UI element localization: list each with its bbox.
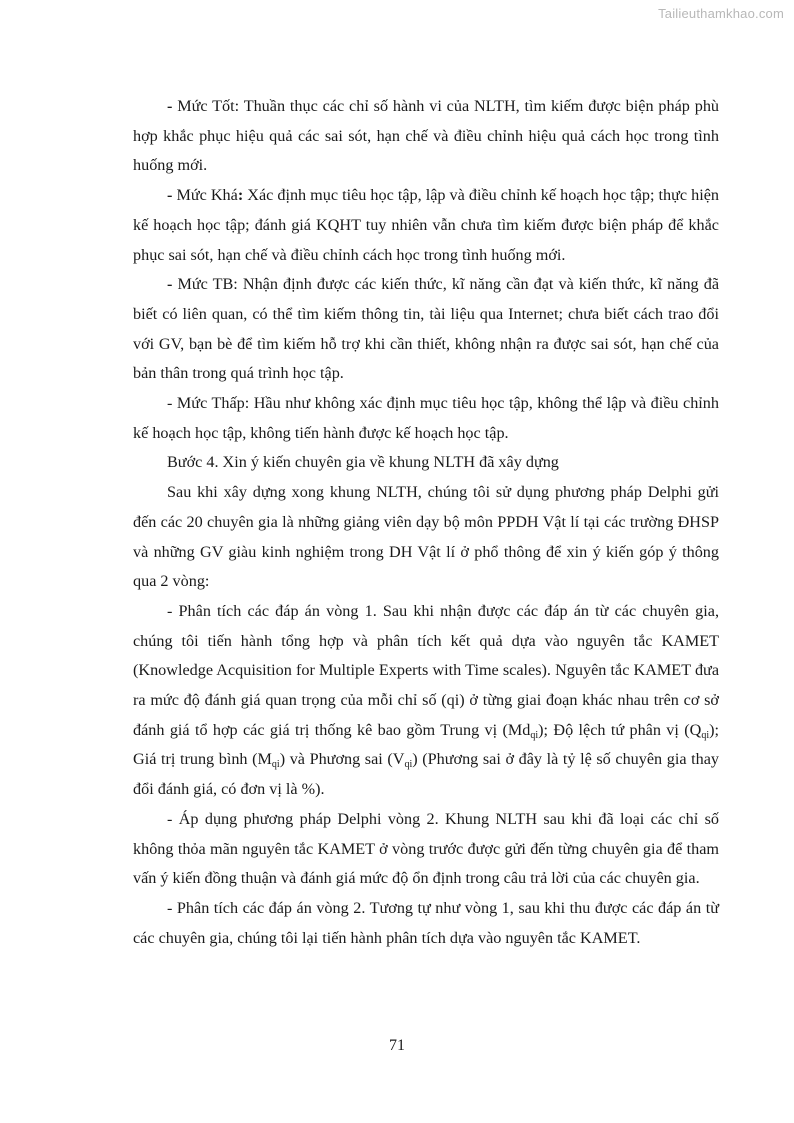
text-run: ); Độ lệch tứ phân vị (Q — [538, 720, 702, 739]
subscript: qi — [271, 759, 280, 771]
paragraph-delphi-intro: Sau khi xây dựng xong khung NLTH, chúng tôi sử dụng phương pháp Delphi gửi đến các 20 chuyên gia là những giảng viên dạy bộ môn PPDH Vật lí tại các trường ĐHSP và những GV giàu kinh nghiệm trong DH Vật lí ở phổ thông để xin ý kiến góp ý thông qua 2 vòng: — [133, 483, 719, 591]
level-label: Mức Khá — [176, 186, 238, 205]
subscript: qi — [701, 729, 710, 741]
subscript: qi — [530, 729, 539, 741]
paragraph-muc-tot — [133, 92, 719, 181]
dash-bullet: - — [167, 97, 178, 115]
watermark: Tailieuthamkhao.com — [658, 6, 784, 21]
step-4-heading: Bước 4. Xin ý kiến chuyên gia về khung NLTH đã xây dựng — [167, 453, 559, 472]
paragraph-text: Mức TB: Nhận định được các kiến thức, kĩ năng cần đạt và kiến thức, kĩ năng đã biết có liên quan, có thể tìm kiếm thông tin, tài liệu qua Internet; chưa biết cách trao đổi với GV, bạn bè để tìm kiếm hỗ trợ khi cần thiết, không nhận ra được sai sót, hạn chế của bản thân trong quá trình học tập. — [133, 275, 720, 383]
text-run: - Phân tích các đáp án vòng 1. Sau khi nhận được các đáp án từ các chuyên gia, chúng tôi tiến hành tổng hợp và phân tích kết quả dựa vào nguyên tắc KAMET (Knowledge Acquisition for Multiple Experts with Time scales). Nguyên tắc KAMET đưa ra mức độ đánh giá quan trọng của mỗi chỉ số (qi) ở từng giai đoạn khác nhau trên cơ sở đánh giá tổ hợp các giá trị thống kê bao gồm Trung vị (Md — [133, 601, 719, 739]
label-colon: : — [237, 186, 244, 205]
page-body — [133, 92, 719, 953]
paragraph-muc-tb — [133, 270, 719, 389]
paragraph-round-2-delphi: - Áp dụng phương pháp Delphi vòng 2. Khung NLTH sau khi đã loại các chỉ số không thỏa mãn nguyên tắc KAMET ở vòng trước được gửi đến từng chuyên gia để tham vấn ý kiến đồng thuận và đánh giá mức độ ổn định trong câu trả lời của các chuyên gia. — [133, 809, 719, 888]
page-number: 71 — [389, 1037, 405, 1054]
paragraph-text: Xác định mục tiêu học tập, lập và điều chỉnh kế hoạch học tập; thực hiện kế hoạch học tập; đánh giá KQHT tuy nhiên vẫn chưa tìm kiếm được biện pháp để khắc phục sai sót, hạn chế và điều chỉnh cách học trong tình huống mới. — [133, 186, 720, 264]
dash-bullet: - — [167, 186, 177, 205]
paragraph-text: Mức Tốt: Thuần thục các chỉ số hành vi của NLTH, tìm kiếm được biện pháp phù hợp khắc phục hiệu quả các sai sót, hạn chế và điều chỉnh hiệu quả cách học trong tình huống mới. — [133, 97, 720, 175]
text-run: ) và Phương sai (V — [279, 750, 405, 769]
text-run: ) (Phương sai ở đây là tỷ lệ số chuyên gia thay đổi đánh giá, có đơn vị là %). — [133, 750, 719, 799]
paragraph-muc-thap: - Mức Thấp: Hầu như không xác định mục tiêu học tập, không thể lập và điều chỉnh kế hoạch học tập, không tiến hành được kế hoạch học tập. — [133, 394, 719, 442]
paragraph-round-2-analysis: - Phân tích các đáp án vòng 2. Tương tự như vòng 1, sau khi thu được các đáp án từ các chuyên gia, chúng tôi lại tiến hành phân tích dựa vào nguyên tắc KAMET. — [133, 898, 719, 947]
paragraph-muc-kha — [133, 181, 719, 270]
subscript: qi — [404, 759, 413, 771]
text-run: ); Giá trị trung bình (M — [133, 720, 719, 769]
paragraph-round-1-analysis — [133, 597, 719, 805]
dash-bullet: - — [167, 275, 178, 294]
